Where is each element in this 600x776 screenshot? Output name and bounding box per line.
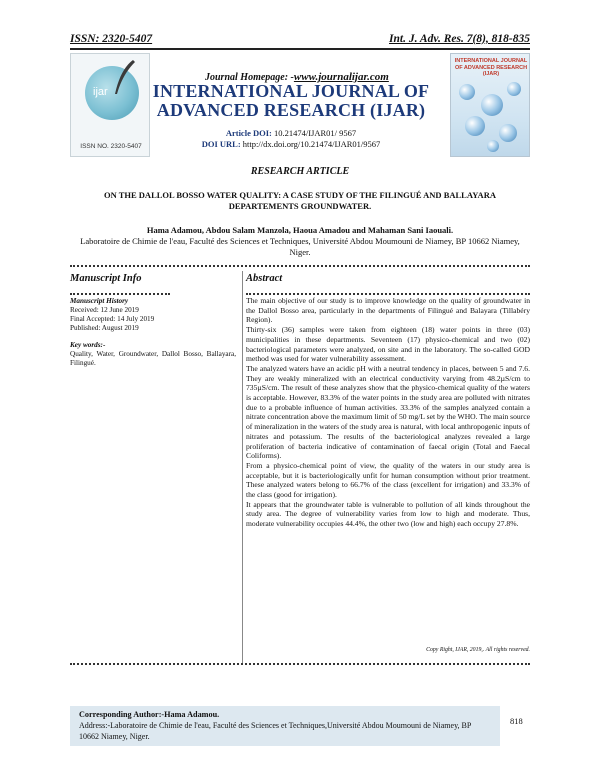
- abstract-paragraph: The analyzed waters have an acidic pH with a neutral tendency in places, between 5 and 7.6. They are weakly mineralized with an electrical conductivity varying from 48.2µS/cm to 735µS/cm. The result of these analyzes show that the physico-chemical quality of the waters is acceptable. However, 83.3% of the water points in the study area are polluted with nitrates due to a probable influence of human activities. 33.3% of the samples analyzed contain a nitrate concentration above the maximum limit of 50 mg/L set by the WHO. The main source of mineralization in the waters of the study area is natural, with local anthropogenic inputs of nitrates and potassium. The results of the bacteriological analyzes revealed a large proliferation of bacteria indicative of contamination of faecal origin (Total and Faecal Coliforms).: [246, 363, 530, 461]
- manuscript-info-heading: Manuscript Info: [70, 273, 142, 284]
- logo-issn: ISSN NO. 2320-5407: [80, 143, 142, 150]
- manuscript-info: [70, 297, 236, 368]
- article-title: ON THE DALLOL BOSSO WATER QUALITY: A CASE STUDY OF THE FILINGUÉ AND BALLAYARA DEPARTEMENTS GROUNDWATER.: [104, 190, 496, 211]
- received-date: Received: 12 June 2019: [70, 306, 139, 314]
- doi-url: [150, 139, 432, 149]
- logo-text: ijar: [93, 86, 108, 98]
- column-divider: [242, 271, 243, 664]
- doi-url-link[interactable]: http://dx.doi.org/10.21474/IJAR01/9567: [242, 139, 381, 149]
- journal-cover-image: [450, 53, 530, 157]
- abstract-heading: Abstract: [246, 273, 283, 284]
- header-rule: [70, 48, 530, 50]
- journal-title: INTERNATIONAL JOURNAL OF ADVANCED RESEARCH (IJAR): [152, 81, 430, 120]
- article-doi-value: 10.21474/IJAR01/ 9567: [273, 128, 357, 138]
- molecule-icon: [465, 116, 485, 136]
- article-type: RESEARCH ARTICLE: [250, 166, 350, 177]
- article-authors: Hama Adamou, Abdou Salam Manzola, Haoua Amadou and Mahaman Sani Iaouali.: [146, 225, 454, 235]
- article-affiliation: Laboratoire de Chimie de l'eau, Faculté des Sciences et Techniques, Université Abdou Moumouni de Niamey, BP 10662 Niamey, Niger.: [80, 236, 520, 257]
- abstract-paragraph: The main objective of our study is to improve knowledge on the quality of groundwater in the Dallol Bosso area, particularly in the departments of Filingué and Balayara (Tillabéry Region).: [246, 296, 530, 325]
- divider-dotted: [246, 288, 530, 295]
- quill-icon: [107, 58, 137, 98]
- molecule-icon: [481, 94, 503, 116]
- keywords: Quality, Water, Groundwater, Dallol Bosso, Ballayara, Filingué.: [70, 350, 236, 367]
- header-issn: ISSN: 2320-5407: [70, 33, 153, 45]
- molecule-icon: [499, 124, 517, 142]
- header-citation: Int. J. Adv. Res. 7(8), 818-835: [389, 33, 530, 45]
- article-doi-label: Article DOI:: [225, 128, 272, 138]
- molecule-icon: [487, 140, 499, 152]
- manuscript-history-label: Manuscript History: [70, 297, 129, 305]
- published-date: Published: August 2019: [70, 324, 139, 332]
- molecule-icon: [459, 84, 475, 100]
- accepted-date: Final Accepted: 14 July 2019: [70, 315, 155, 323]
- abstract-paragraph: Thirty-six (36) samples were taken from eighteen (18) water points in three (03) municipalities in these departments. Seventeen (17) physico-chemical and two (02) bacteriological parameters were analyzed, on site and in the laboratory. The so-called GOD method was used for water vulnerability assessment.: [246, 325, 530, 364]
- abstract-body: [246, 296, 530, 529]
- doi-url-label: DOI URL:: [201, 139, 241, 149]
- homepage-label: Journal Homepage: -: [205, 72, 294, 83]
- journal-banner: [70, 53, 530, 159]
- cover-title: INTERNATIONAL JOURNAL OF ADVANCED RESEARCH (IJAR): [454, 58, 528, 77]
- corresponding-address: Address:-Laboratoire de Chimie de l'eau, Faculté des Sciences et Techniques,Université Abdou Moumouni de Niamey, BP 10662 Niamey, Niger.: [79, 721, 472, 741]
- ijar-logo: [70, 53, 150, 157]
- divider-dotted: [70, 288, 170, 295]
- corresponding-author: Corresponding Author:-Hama Adamou.: [79, 710, 220, 719]
- page-number: 818: [510, 716, 523, 726]
- divider-dotted: [70, 260, 530, 267]
- abstract-paragraph: From a physico-chemical point of view, the quality of the waters in our study area is acceptable, but it is bacteriologically unfit for human consumption without prior treatment. These analyzed waters belong to 66.7% of the class (excellent for irrigation) and 33.3% of the class (good for irrigation).: [246, 460, 530, 500]
- abstract-paragraph: It appears that the groundwater table is vulnerable to pollution of all kinds throughout the study area. The degree of vulnerability varies from low to high and moderate. Thus, moderate vulnerability occupies 44.4%, the other two (low and high) each occupy 27.8%.: [246, 499, 530, 529]
- homepage-link[interactable]: www.journalijar.com: [293, 71, 389, 83]
- molecule-icon: [507, 82, 521, 96]
- divider-dotted: [70, 658, 530, 665]
- copyright-notice: Copy Right, IJAR, 2019,. All rights reserved.: [426, 647, 530, 653]
- article-doi: [150, 128, 432, 138]
- keywords-label: Key words:-: [70, 341, 106, 349]
